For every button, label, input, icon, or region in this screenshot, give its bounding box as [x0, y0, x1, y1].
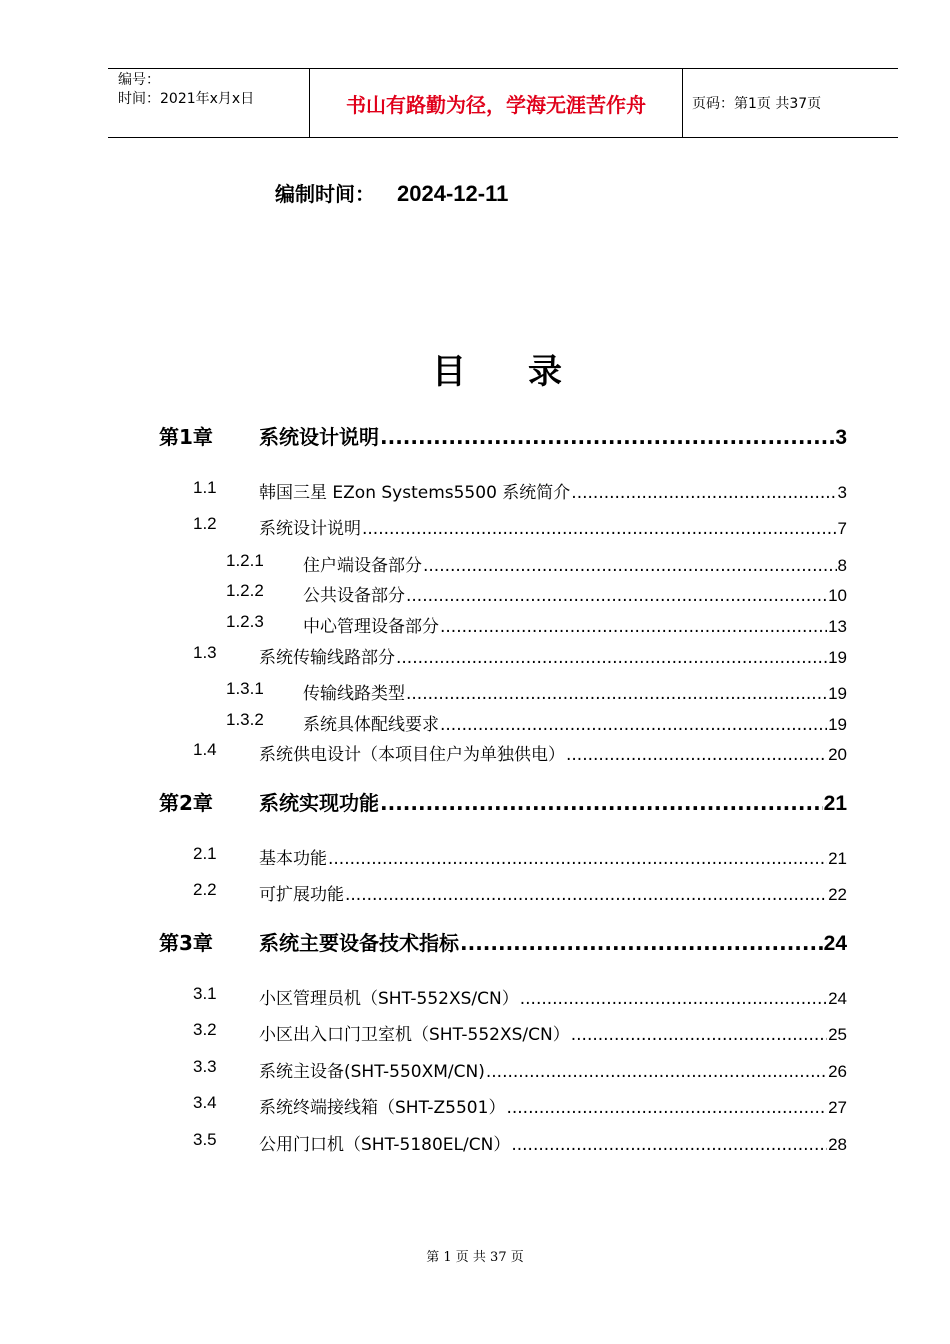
toc-entry-page: 13: [828, 617, 847, 636]
header-page-info: 页码：第1页 共37页: [692, 96, 822, 112]
toc-entry-page: 19: [828, 684, 847, 703]
toc-leader-dots: [486, 1062, 827, 1082]
toc-entry-title: 系统主设备(SHT-550XM/CN): [259, 1062, 485, 1082]
page-footer: 第 1 页 共 37 页: [426, 1250, 524, 1265]
toc-entry-page: 3: [835, 426, 847, 449]
toc-entry-page: 19: [828, 715, 847, 734]
toc-entry-title: 系统传输线路部分: [259, 648, 395, 668]
toc-entry-title: 中心管理设备部分: [303, 617, 439, 637]
toc-entry-page: 7: [837, 519, 847, 538]
toc-leader-dots: [396, 648, 827, 668]
toc-entry-number: 1.2.3: [226, 612, 264, 631]
toc-entry-page: 28: [828, 1135, 847, 1154]
toc-leader-dots: [520, 989, 827, 1009]
toc-entry-number: 3.1: [193, 984, 217, 1003]
toc-entry-page: 20: [828, 745, 847, 764]
toc-entry-number: 1.3.2: [226, 710, 264, 729]
toc-entry-title: 系统设计说明: [259, 519, 361, 539]
toc-entry-title: 系统实现功能: [259, 791, 379, 815]
toc-entry-page: 25: [828, 1025, 847, 1044]
toc-entry-page: 3: [837, 483, 847, 502]
toc-entry-title: 公共设备部分: [303, 586, 405, 606]
toc-entry-page: 22: [828, 885, 847, 904]
toc-leader-dots: [328, 849, 827, 869]
toc-entry-number: 2.2: [193, 880, 217, 899]
toc-entry-page: 21: [823, 792, 847, 815]
serial-label: 编号：: [118, 72, 160, 88]
toc-entry-title: 韩国三星 EZon Systems5500 系统简介: [259, 483, 571, 503]
header-meta: [118, 71, 308, 109]
compile-date: 2024-12-11: [397, 181, 509, 206]
toc-entry-page: 24: [823, 932, 847, 955]
toc-entry-page: 19: [828, 648, 847, 667]
toc-entry-title: 系统具体配线要求: [303, 715, 439, 735]
toc-entry-title: 系统终端接线箱（SHT-Z5501）: [259, 1098, 506, 1118]
toc-entry-title: 小区出入口门卫室机（SHT-552XS/CN）: [259, 1025, 570, 1045]
toc-leader-dots: [362, 519, 837, 539]
toc-entry-title: 可扩展功能: [259, 885, 344, 905]
toc-entry-title: 住户端设备部分: [303, 556, 422, 576]
toc-entry-title: 系统供电设计（本项目住户为单独供电）: [259, 745, 565, 765]
toc-entry-title: 小区管理员机（SHT-552XS/CN）: [259, 989, 519, 1009]
toc-entry-number: 第1章: [159, 425, 213, 449]
toc-leader-dots: [571, 1025, 827, 1045]
toc-entry-number: 1.3: [193, 643, 217, 662]
time-label: 时间：2021年x月x日: [118, 91, 255, 107]
toc-leader-dots: [506, 1098, 827, 1118]
toc-entry-number: 3.2: [193, 1020, 217, 1039]
toc-entry-number: 1.2.2: [226, 581, 264, 600]
toc-entry-number: 2.1: [193, 844, 217, 863]
toc-entry-number: 1.3.1: [226, 679, 264, 698]
toc-leader-dots: [380, 425, 834, 449]
toc-entry-number: 第2章: [159, 791, 213, 815]
toc-entry-title: 系统设计说明: [259, 425, 379, 449]
toc-leader-dots: [423, 556, 837, 576]
header-motto: 书山有路勤为径，学海无涯苦作舟: [346, 92, 646, 117]
compile-time-label: 编制时间：: [275, 182, 375, 206]
toc-entry-page: 24: [828, 989, 847, 1008]
toc-entry-number: 第3章: [159, 931, 213, 955]
toc-entry-title: 公用门口机（SHT-5180EL/CN）: [259, 1135, 511, 1155]
toc-entry-number: 1.2.1: [226, 551, 264, 570]
toc-leader-dots: [460, 931, 823, 955]
toc-entry-title: 基本功能: [259, 849, 327, 869]
toc-leader-dots: [406, 586, 827, 606]
toc-entry-title: 传输线路类型: [303, 684, 405, 704]
toc-leader-dots: [511, 1135, 827, 1155]
page-header: [108, 68, 898, 138]
toc-leader-dots: [440, 715, 827, 735]
toc-entry-number: 1.2: [193, 514, 217, 533]
toc-entry-number: 1.1: [193, 478, 217, 497]
toc-entry-title: 系统主要设备技术指标: [259, 931, 459, 955]
toc-entry-number: 3.5: [193, 1130, 217, 1149]
header-divider: [682, 69, 683, 137]
toc-leader-dots: [345, 885, 827, 905]
toc-leader-dots: [406, 684, 827, 704]
toc-leader-dots: [380, 791, 823, 815]
toc-entry-page: 26: [828, 1062, 847, 1081]
toc-entry-number: 3.3: [193, 1057, 217, 1076]
toc-entry-page: 21: [828, 849, 847, 868]
toc-leader-dots: [566, 745, 827, 765]
toc-entry-page: 27: [828, 1098, 847, 1117]
compile-time: [275, 178, 508, 207]
toc-leader-dots: [571, 483, 836, 503]
toc-entry-number: 1.4: [193, 740, 217, 759]
toc-entry-page: 8: [837, 556, 847, 575]
toc-leader-dots: [440, 617, 827, 637]
toc-entry-page: 10: [828, 586, 847, 605]
toc-title: 目录: [432, 352, 624, 392]
toc-entry-number: 3.4: [193, 1093, 217, 1112]
